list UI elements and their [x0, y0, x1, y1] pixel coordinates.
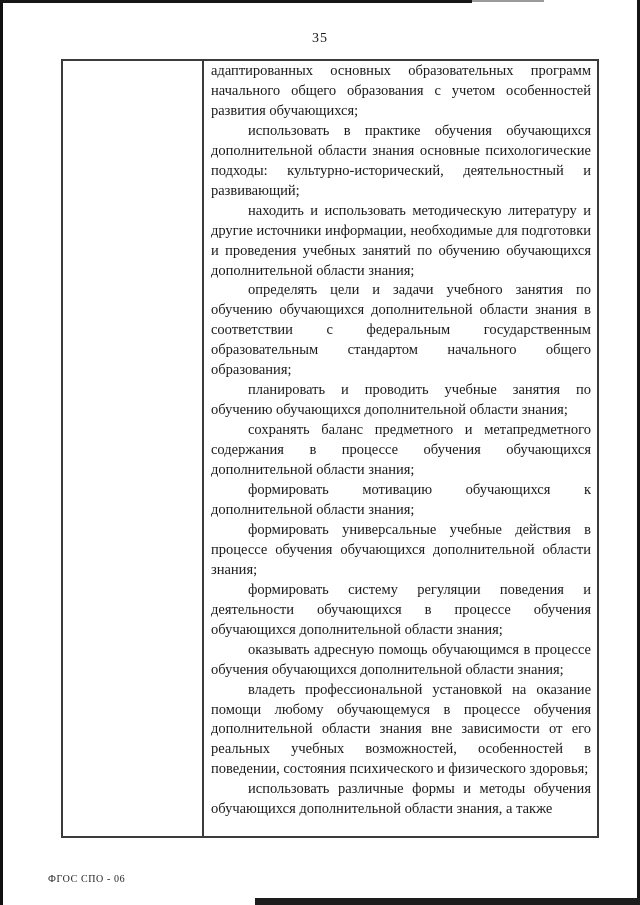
paragraph: владеть профессиональной установкой на оказание помощи любому обучающемуся в процессе обучения дополнительной области знания вне зависимости от его реальных учебных возможностей, особенностей в поведении, состояния психического и физического здоровья;: [211, 681, 591, 778]
paragraph: адаптированных основных образовательных программ начального общего образования с учетом особенностей развития обучающихся;: [211, 63, 591, 119]
page-number: 35: [312, 31, 328, 46]
paragraph: сохранять баланс предметного и метапредметного содержания в процессе обучения обучающихся дополнительной области знания;: [211, 422, 591, 479]
paragraph: оказывать адресную помощь обучающимся в процессе обучения обучающихся дополнительной области знания;: [211, 641, 591, 678]
paragraph: формировать универсальные учебные действия в процессе обучения обучающихся дополнительной области знания;: [211, 521, 591, 578]
table-left-column-empty: [63, 61, 204, 836]
scan-edge-top-faint: [472, 0, 544, 2]
content-table: [61, 59, 599, 838]
paragraph: использовать в практике обучения обучающихся дополнительной области знания основные психологические подходы: культурно-исторический, деятельностный и развивающий;: [211, 122, 591, 199]
footer-document-code: ФГОС СПО - 06: [48, 874, 126, 885]
table-right-column-text: [204, 61, 597, 836]
paragraph: определять цели и задачи учебного занятия по обучению обучающихся дополнительной области знания в соответствии с федеральным государственным образовательным стандартом начального общего образования;: [211, 282, 591, 379]
paragraph: планировать и проводить учебные занятия по обучению обучающихся дополнительной области знания;: [211, 382, 591, 419]
paragraph: находить и использовать методическую литературу и другие источники информации, необходимые для подготовки и проведения учебных занятий по обучению обучающихся дополнительной области знания;: [211, 202, 591, 279]
paragraph: формировать мотивацию обучающихся к дополнительной области знания;: [211, 482, 591, 518]
scan-edge-bottom: [255, 898, 640, 905]
paragraph: формировать систему регуляции поведения и деятельности обучающихся в процессе обучения обучающихся дополнительной области знания;: [211, 581, 591, 638]
scan-edge-left: [0, 0, 3, 905]
paragraph: использовать различные формы и методы обучения обучающихся дополнительной области знания, а также: [211, 781, 591, 818]
scan-edge-top: [0, 0, 472, 3]
